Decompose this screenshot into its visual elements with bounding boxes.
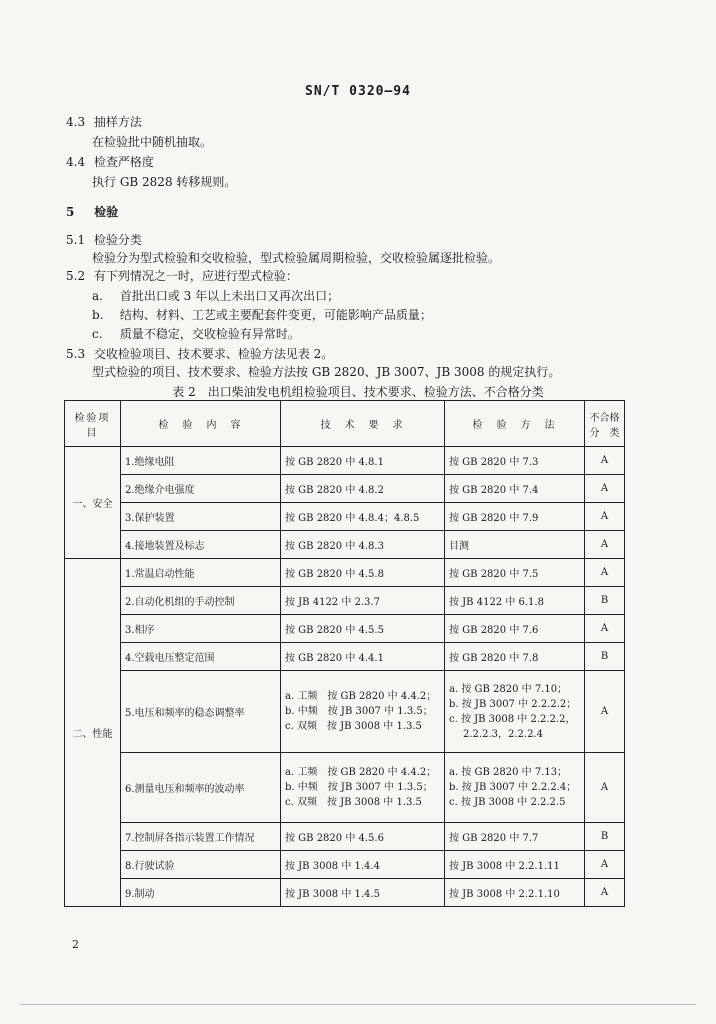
requirement-line: b. 中频 按 JB 3007 中 1.3.5； — [285, 706, 433, 717]
section-5-3-heading — [66, 346, 333, 362]
method-line: b. 按 JB 3007 中 2.2.2.2； — [449, 698, 577, 710]
requirement-cell: 按 GB 2820 中 4.8.4；4.8.5 — [281, 503, 445, 531]
method-cell — [445, 753, 585, 823]
method-cell: 按 GB 2820 中 7.9 — [445, 503, 585, 531]
requirement-cell — [281, 753, 445, 823]
content-cell: 2.自动化机组的手动控制 — [121, 587, 281, 615]
list-item-text: 首批出口或 3 年以上未出口又再次出口； — [119, 289, 340, 303]
list-item — [92, 307, 432, 323]
grade-cell: B — [585, 823, 625, 851]
header-requirement: 技 术 要 求 — [281, 401, 445, 447]
method-line: b. 按 JB 3007 中 2.2.2.4； — [449, 782, 577, 793]
category-safety: 一、安全 — [65, 447, 121, 559]
section-4-3-body: 在检验批中随机抽取。 — [92, 135, 213, 149]
method-line: a. 按 GB 2820 中 7.13； — [449, 767, 568, 778]
section-5-3-body: 型式检验的项目、技术要求、检验方法按 GB 2820、JB 3007、JB 3008 的规定执行。 — [92, 365, 561, 379]
requirement-line: a. 工频 按 GB 2820 中 4.4.2； — [285, 691, 437, 702]
grade-cell: B — [585, 643, 625, 671]
table-row — [65, 671, 625, 753]
method-cell: 按 GB 2820 中 7.3 — [445, 447, 585, 475]
bottom-rule — [20, 1004, 696, 1005]
table-row — [65, 851, 625, 879]
standard-code-header: SN/T 0320—94 — [305, 84, 411, 99]
inspection-table — [64, 400, 625, 907]
method-cell: 按 GB 2820 中 7.7 — [445, 823, 585, 851]
requirement-line: c. 双频 按 JB 3008 中 1.3.5 — [285, 797, 422, 808]
section-title: 检查严格度 — [93, 155, 154, 169]
section-title: 有下列情况之一时，应进行型式检验： — [93, 269, 298, 283]
table-row — [65, 879, 625, 907]
requirement-line: c. 双频 按 JB 3008 中 1.3.5 — [285, 721, 422, 732]
section-title: 检验分类 — [93, 233, 142, 247]
table-row — [65, 615, 625, 643]
method-cell: 按 JB 4122 中 6.1.8 — [445, 587, 585, 615]
table-row — [65, 587, 625, 615]
section-number: 5.3 — [66, 347, 86, 361]
table-row — [65, 643, 625, 671]
requirement-cell: 按 JB 3008 中 1.4.4 — [281, 851, 445, 879]
section-number: 5 — [66, 205, 75, 219]
grade-cell: A — [585, 851, 625, 879]
method-line: 2.2.2.3，2.2.2.4 — [463, 728, 543, 740]
content-cell: 4.空载电压整定范围 — [121, 643, 281, 671]
header-grade — [585, 401, 625, 447]
header-grade-line1: 不合格 — [589, 412, 620, 424]
table-row — [65, 447, 625, 475]
requirement-cell — [281, 671, 445, 753]
section-5-1-body: 检验分为型式检验和交收检验，型式检验属周期检验，交收检验属逐批检验。 — [92, 251, 501, 265]
table-row — [65, 531, 625, 559]
section-4-3-heading — [66, 114, 142, 130]
table-row — [65, 823, 625, 851]
method-cell: 按 GB 2820 中 7.8 — [445, 643, 585, 671]
requirement-cell: 按 JB 4122 中 2.3.7 — [281, 587, 445, 615]
header-grade-line2: 分 类 — [589, 427, 620, 439]
category-performance: 二、性能 — [65, 559, 121, 907]
grade-cell: A — [585, 447, 625, 475]
section-number: 4.4 — [66, 155, 86, 169]
section-title: 抽样方法 — [93, 115, 142, 129]
content-cell: 7.控制屏各指示装置工作情况 — [121, 823, 281, 851]
method-cell: 目测 — [445, 531, 585, 559]
requirement-cell: 按 GB 2820 中 4.5.8 — [281, 559, 445, 587]
grade-cell: A — [585, 475, 625, 503]
list-item-label: b. — [92, 308, 104, 322]
content-cell: 2.绝缘介电强度 — [121, 475, 281, 503]
list-item-text: 质量不稳定，交收检验有异常时。 — [119, 327, 300, 341]
method-line: a. 按 GB 2820 中 7.10； — [449, 683, 568, 695]
content-cell: 4.接地装置及标志 — [121, 531, 281, 559]
content-cell: 6.测量电压和频率的波动率 — [121, 753, 281, 823]
requirement-cell: 按 GB 2820 中 4.8.1 — [281, 447, 445, 475]
section-title: 交收检验项目、技术要求、检验方法见表 2。 — [93, 347, 334, 361]
grade-cell: A — [585, 879, 625, 907]
header-category: 检验项目 — [65, 401, 121, 447]
section-number: 4.3 — [66, 115, 86, 129]
requirement-cell: 按 GB 2820 中 4.5.6 — [281, 823, 445, 851]
method-cell: 按 JB 3008 中 2.2.1.10 — [445, 879, 585, 907]
list-item — [92, 326, 300, 342]
requirement-line: a. 工频 按 GB 2820 中 4.4.2； — [285, 767, 437, 778]
grade-cell: A — [585, 671, 625, 753]
content-cell: 1.常温启动性能 — [121, 559, 281, 587]
section-5-1-heading — [66, 232, 142, 248]
page-number: 2 — [72, 938, 79, 951]
section-4-4-body: 执行 GB 2828 转移规则。 — [92, 175, 237, 189]
requirement-cell: 按 GB 2820 中 4.8.2 — [281, 475, 445, 503]
section-5-heading — [66, 204, 118, 220]
method-cell — [445, 671, 585, 753]
method-cell: 按 GB 2820 中 7.4 — [445, 475, 585, 503]
table-caption: 表 2 出口柴油发电机组检验项目、技术要求、检验方法、不合格分类 — [172, 385, 544, 399]
section-number: 5.2 — [66, 269, 86, 283]
header-method: 检 验 方 法 — [445, 401, 585, 447]
method-line: c. 按 JB 3008 中 2.2.2.5 — [449, 797, 566, 808]
content-cell: 3.相序 — [121, 615, 281, 643]
list-item-label: a. — [92, 289, 103, 303]
content-cell: 5.电压和频率的稳态调整率 — [121, 671, 281, 753]
content-cell: 1.绝缘电阻 — [121, 447, 281, 475]
requirement-cell: 按 GB 2820 中 4.5.5 — [281, 615, 445, 643]
requirement-cell: 按 GB 2820 中 4.4.1 — [281, 643, 445, 671]
requirement-line: b. 中频 按 JB 3007 中 1.3.5； — [285, 782, 433, 793]
list-item-label: c. — [92, 327, 103, 341]
method-line: c. 按 JB 3008 中 2.2.2.2， — [449, 713, 576, 725]
content-cell: 3.保护装置 — [121, 503, 281, 531]
requirement-cell: 按 GB 2820 中 4.8.3 — [281, 531, 445, 559]
table-row — [65, 475, 625, 503]
method-cell: 按 GB 2820 中 7.5 — [445, 559, 585, 587]
grade-cell: A — [585, 503, 625, 531]
grade-cell: A — [585, 753, 625, 823]
section-number: 5.1 — [66, 233, 86, 247]
grade-cell: B — [585, 587, 625, 615]
section-5-2-heading — [66, 268, 298, 284]
table-row — [65, 753, 625, 823]
grade-cell: A — [585, 615, 625, 643]
section-title: 检验 — [94, 205, 119, 219]
content-cell: 8.行驶试验 — [121, 851, 281, 879]
header-content: 检 验 内 容 — [121, 401, 281, 447]
list-item — [92, 288, 339, 304]
method-cell: 按 GB 2820 中 7.6 — [445, 615, 585, 643]
table-row — [65, 503, 625, 531]
list-item-text: 结构、材料、工艺或主要配套件变更，可能影响产品质量； — [119, 308, 432, 322]
grade-cell: A — [585, 559, 625, 587]
section-4-4-heading — [66, 154, 154, 170]
table-row — [65, 559, 625, 587]
method-cell: 按 JB 3008 中 2.2.1.11 — [445, 851, 585, 879]
content-cell: 9.制动 — [121, 879, 281, 907]
requirement-cell: 按 JB 3008 中 1.4.5 — [281, 879, 445, 907]
grade-cell: A — [585, 531, 625, 559]
